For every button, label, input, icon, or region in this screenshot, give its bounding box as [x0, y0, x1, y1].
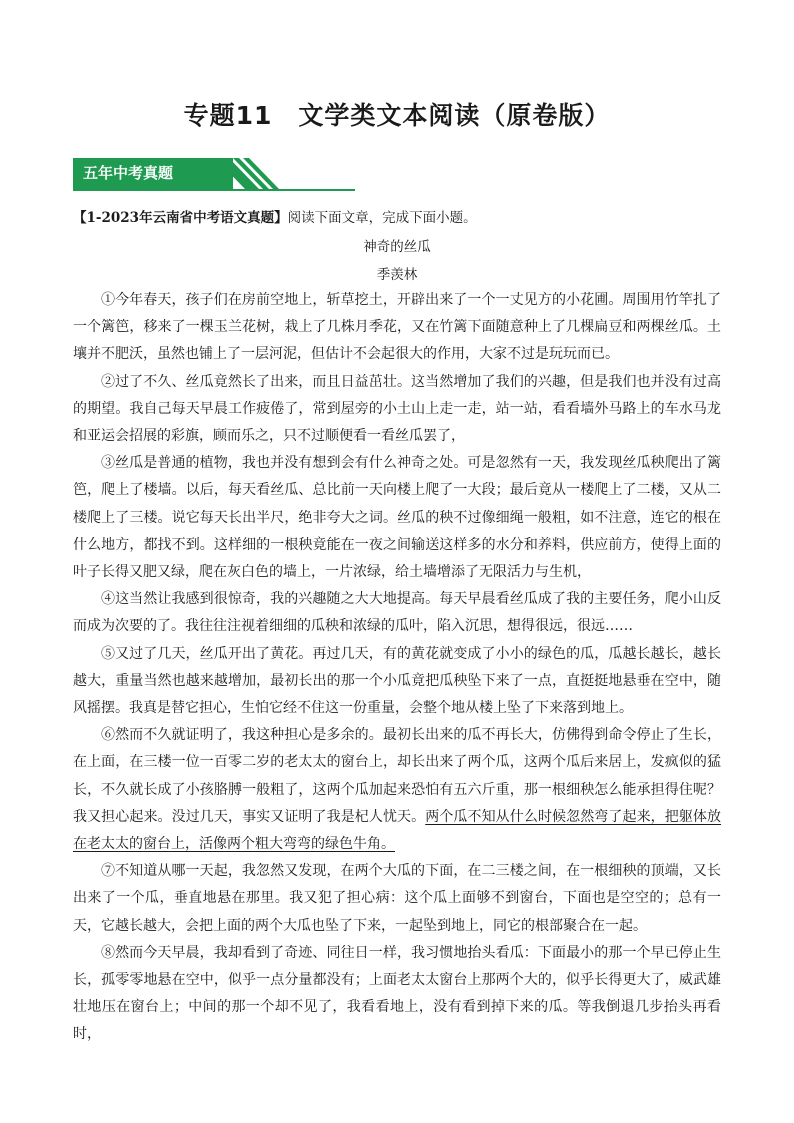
paragraph-4: ④这当然让我感到很惊奇，我的兴趣随之大大地提高。每天早晨看丝瓜成了我的主要任务，爬小山反而成为次要的了。我往往注视着细细的瓜秧和浓绿的瓜叶，陷入沉思，想得很远，很远……: [73, 591, 721, 635]
banner-stripes-icon: [215, 158, 325, 189]
article-body: [73, 287, 721, 1049]
question-heading: [73, 207, 723, 229]
underlined-sentence: 两个瓜不知从什么时候忽然弯了起来，把躯体放在老太太的窗台上，活像两个粗大弯弯的绿色牛角。: [73, 808, 722, 853]
article-author: 季羡林: [376, 267, 418, 283]
paragraph-6-text: ⑥然而不久就证明了，我这种担心是多余的。最初长出来的瓜不再长大，仿佛得到命令停止了生长，在上面，在三楼一位一百零二岁的老太太的窗台上，却长出来了两个瓜，这两个瓜后来居上，发疯似的猛长，不久就长成了小孩胳膊一般粗了，这两个瓜加起来恐怕有五六斤重，那一根细秧怎么能承担得住呢？我又担心起来。没过几天，事实又证明了我是杞人忧天。: [73, 727, 721, 825]
page-title: 专题11 文学类文本阅读（原卷版）: [183, 101, 611, 130]
paragraph-2: ②过了不久、丝瓜竟然长了出来，而且日益茁壮。这当然增加了我们的兴趣，但是我们也并没有过高的期望。我自己每天早晨工作疲倦了，常到屋旁的小土山上走一走，站一站，看看墙外马路上的车水马龙和亚运会招展的彩旗，顾而乐之，只不过顺便看一看丝瓜罢了，: [73, 373, 721, 445]
paragraph-7: ⑦不知道从哪一天起，我忽然又发现，在两个大瓜的下面，在二三楼之间，在一根细秧的顶端，又长出来了一个瓜，垂直地悬在那里。我又犯了担心病：这个瓜上面够不到窗台，下面也是空空的；总有一天，它越长越大，会把上面的两个大瓜也坠了下来，一起坠到地上，同它的根部聚合在一起。: [73, 863, 721, 934]
question-source: 【1-2023年云南省中考语文真题】: [73, 210, 288, 226]
paragraph-1: ①今年春天，孩子们在房前空地上，斩草挖土，开辟出来了一个一丈见方的小花圃。周围用竹竿扎了一个篱笆，移来了一棵玉兰花树，栽上了几株月季花，又在竹篱下面随意种上了几棵扁豆和两棵丝瓜。土壤并不肥沃，虽然也铺上了一层河泥，但估计不会起很大的作用，大家不过是玩玩而已。: [73, 292, 721, 363]
banner-underline: [73, 189, 355, 191]
question-instruction: 阅读下面文章，完成下面小题。: [287, 210, 477, 226]
paragraph-8: ⑧然而今天早晨，我却看到了奇迹、同往日一样，我习惯地抬头看瓜：下面最小的那一个早已停止生长，孤零零地悬在空中，似乎一点分量都没有；上面老太太窗台上那两个大的，似乎长得更大了，威武雄壮地压在窗台上；中间的那一个却不见了，我看看地上，没有看到掉下来的瓜。等我倒退几步抬头再看时，: [73, 944, 721, 1043]
paragraph-6: [73, 722, 721, 858]
section-banner: [73, 158, 355, 192]
paragraph-5: ⑤又过了几天，丝瓜开出了黄花。再过几天，有的黄花就变成了小小的绿色的瓜，瓜越长越长，越长越大，重量当然也越来越增加，最初长出的那一个小瓜竟把瓜秧坠下来了一点，直挺挺地悬垂在空中，随风摇摆。我真是替它担心，生怕它经不住这一份重量，会整个地从楼上坠了下来落到地上。: [73, 645, 721, 717]
section-label: 五年中考真题: [73, 158, 233, 189]
article-title: 神奇的丝瓜: [363, 239, 431, 255]
paragraph-3: ③丝瓜是普通的植物，我也并没有想到会有什么神奇之处。可是忽然有一天，我发现丝瓜秧爬出了篱笆，爬上了楼墙。以后，每天看丝瓜、总比前一天向楼上爬了一大段；最后竟从一楼爬上了二楼，又从二楼爬上了三楼。说它每天长出半尺，绝非夸大之词。丝瓜的秧不过像细绳一般粗，如不注意，连它的根在什么地方，都找不到。这样细的一根秧竟能在一夜之间输送这样多的水分和养料，供应前方，使得上面的叶子长得又肥又绿，爬在灰白色的墙上，一片浓绿，给土墙增添了无限活力与生机，: [73, 455, 721, 581]
